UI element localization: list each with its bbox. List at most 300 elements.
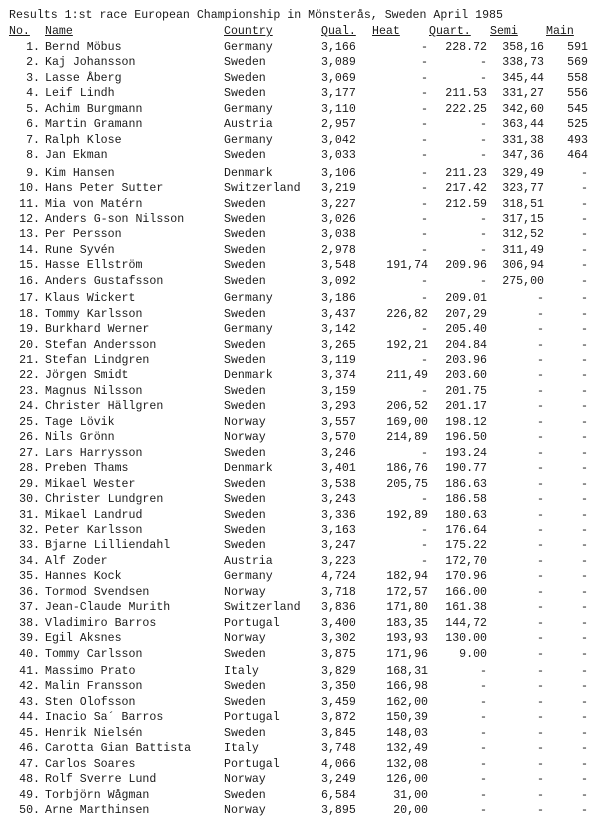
row-country: Sweden <box>224 400 266 414</box>
table-row <box>0 102 600 118</box>
row-name: Magnus Nilsson <box>45 384 143 398</box>
row-heat: - <box>421 118 428 132</box>
row-quart: 193.24 <box>445 446 487 460</box>
row-country: Norway <box>224 585 266 599</box>
row-qual: 3,166 <box>321 41 356 54</box>
row-heat: 150,39 <box>386 711 428 725</box>
row-qual: 3,895 <box>321 804 356 818</box>
row-semi: - <box>537 585 544 599</box>
row-quart: 203.60 <box>445 369 487 383</box>
row-semi: - <box>537 354 544 367</box>
row-qual: 3,177 <box>321 87 356 101</box>
row-quart: - <box>480 56 487 70</box>
row-no: 21. <box>19 354 40 367</box>
row-heat: - <box>421 149 428 163</box>
row-quart: - <box>480 212 487 226</box>
row-main: - <box>581 493 588 507</box>
row-country: Germany <box>224 323 273 337</box>
table-row <box>0 664 600 680</box>
row-qual: 3,247 <box>321 539 356 553</box>
row-name: Carlos Soares <box>45 757 136 771</box>
row-qual: 6,584 <box>321 788 356 802</box>
row-qual: 3,374 <box>321 369 356 383</box>
row-quart: 222.25 <box>445 102 487 116</box>
row-country: Switzerland <box>224 601 301 615</box>
row-heat: - <box>421 166 428 180</box>
row-quart: - <box>480 228 487 242</box>
row-name: Per Persson <box>45 228 122 242</box>
row-qual: 3,829 <box>321 665 356 678</box>
table-row <box>0 353 600 369</box>
row-semi: 358,16 <box>502 41 544 54</box>
row-semi: - <box>537 462 544 476</box>
row-no: 19. <box>19 323 40 337</box>
row-name: Carotta Gian Battista <box>45 742 192 756</box>
row-main: - <box>581 539 588 553</box>
row-country: Austria <box>224 554 273 568</box>
row-main: - <box>581 773 588 787</box>
row-qual: 3,110 <box>321 102 356 116</box>
row-main: 569 <box>567 56 588 70</box>
row-name: Kaj Johansson <box>45 56 136 70</box>
row-semi: - <box>537 400 544 414</box>
row-semi: - <box>537 477 544 491</box>
table-row <box>0 322 600 338</box>
row-no: 1. <box>26 41 40 54</box>
row-name: Jean-Claude Murith <box>45 601 171 615</box>
row-heat: 192,89 <box>386 508 428 522</box>
row-qual: 3,570 <box>321 431 356 445</box>
row-quart: 176.64 <box>445 523 487 537</box>
row-quart: 209.96 <box>445 259 487 273</box>
table-row <box>0 710 600 726</box>
row-semi: - <box>537 695 544 709</box>
table-row <box>0 492 600 508</box>
row-semi: - <box>537 384 544 398</box>
row-quart: 211.23 <box>445 166 487 180</box>
row-quart: 201.17 <box>445 400 487 414</box>
row-semi: 275,00 <box>502 274 544 288</box>
row-quart: 204.84 <box>445 338 487 352</box>
row-main: - <box>581 804 588 818</box>
row-qual: 3,350 <box>321 680 356 694</box>
row-country: Sweden <box>224 539 266 553</box>
row-name: Stefan Lindgren <box>45 354 150 367</box>
row-no: 47. <box>19 757 40 771</box>
table-row <box>0 430 600 446</box>
row-heat: - <box>421 554 428 568</box>
header-qual: Qual. <box>321 25 356 38</box>
row-quart: 211.53 <box>445 87 487 101</box>
table-row <box>0 212 600 228</box>
row-quart: 170.96 <box>445 570 487 584</box>
row-qual: 3,186 <box>321 292 356 306</box>
row-name: Martin Gramann <box>45 118 143 132</box>
row-name: Tage Lövik <box>45 415 115 429</box>
row-qual: 3,092 <box>321 274 356 288</box>
row-country: Sweden <box>224 274 266 288</box>
row-main: - <box>581 323 588 337</box>
row-country: Sweden <box>224 338 266 352</box>
row-country: Norway <box>224 773 266 787</box>
row-no: 37. <box>19 601 40 615</box>
row-semi: - <box>537 632 544 646</box>
row-no: 33. <box>19 539 40 553</box>
row-quart: - <box>480 665 487 678</box>
row-country: Sweden <box>224 307 266 321</box>
row-name: Achim Burgmann <box>45 102 143 116</box>
row-main: - <box>581 243 588 257</box>
row-main: 525 <box>567 118 588 132</box>
row-no: 23. <box>19 384 40 398</box>
row-semi: 329,49 <box>502 166 544 180</box>
row-country: Norway <box>224 804 266 818</box>
row-no: 20. <box>19 338 40 352</box>
row-name: Mikael Wester <box>45 477 136 491</box>
row-heat: - <box>421 354 428 367</box>
row-country: Italy <box>224 665 259 678</box>
row-main: - <box>581 369 588 383</box>
row-main: - <box>581 477 588 491</box>
row-country: Sweden <box>224 243 266 257</box>
row-semi: 331,38 <box>502 133 544 147</box>
row-main: 493 <box>567 133 588 147</box>
row-heat: 191,74 <box>386 259 428 273</box>
row-country: Germany <box>224 102 273 116</box>
row-semi: - <box>537 431 544 445</box>
row-qual: 3,089 <box>321 56 356 70</box>
row-main: - <box>581 274 588 288</box>
row-qual: 3,227 <box>321 197 356 211</box>
row-main: - <box>581 338 588 352</box>
row-semi: 318,51 <box>502 197 544 211</box>
row-no: 43. <box>19 695 40 709</box>
row-quart: 209.01 <box>445 292 487 306</box>
row-country: Sweden <box>224 493 266 507</box>
row-no: 26. <box>19 431 40 445</box>
row-country: Sweden <box>224 212 266 226</box>
row-name: Hannes Kock <box>45 570 122 584</box>
row-main: - <box>581 197 588 211</box>
row-country: Sweden <box>224 695 266 709</box>
table-row <box>0 523 600 539</box>
row-name: Alf Zoder <box>45 554 108 568</box>
row-country: Sweden <box>224 726 266 740</box>
row-name: Peter Karlsson <box>45 523 143 537</box>
row-name: Tormod Svendsen <box>45 585 150 599</box>
table-row <box>0 508 600 524</box>
row-country: Norway <box>224 632 266 646</box>
row-semi: - <box>537 742 544 756</box>
row-qual: 3,548 <box>321 259 356 273</box>
row-quart: 9.00 <box>459 647 487 661</box>
row-heat: - <box>421 292 428 306</box>
table-row <box>0 197 600 213</box>
row-semi: 345,44 <box>502 71 544 85</box>
row-semi: 363,44 <box>502 118 544 132</box>
row-qual: 3,845 <box>321 726 356 740</box>
row-country: Germany <box>224 133 273 147</box>
row-semi: - <box>537 307 544 321</box>
row-qual: 3,106 <box>321 166 356 180</box>
row-no: 49. <box>19 788 40 802</box>
row-no: 31. <box>19 508 40 522</box>
row-main: - <box>581 585 588 599</box>
table-row <box>0 40 600 56</box>
row-qual: 3,336 <box>321 508 356 522</box>
row-name: Bernd Möbus <box>45 41 122 54</box>
row-qual: 3,836 <box>321 601 356 615</box>
row-qual: 3,042 <box>321 133 356 147</box>
row-semi: 323,77 <box>502 182 544 196</box>
row-qual: 3,875 <box>321 647 356 661</box>
row-name: Ralph Klose <box>45 133 122 147</box>
header-main: Main <box>546 25 574 38</box>
row-semi: - <box>537 554 544 568</box>
row-main: - <box>581 711 588 725</box>
row-quart: 175.22 <box>445 539 487 553</box>
row-quart: - <box>480 757 487 771</box>
table-row <box>0 616 600 632</box>
row-main: - <box>581 601 588 615</box>
row-name: Mia von Matérn <box>45 197 143 211</box>
row-name: Arne Marthinsen <box>45 804 150 818</box>
row-country: Sweden <box>224 56 266 70</box>
row-no: 25. <box>19 415 40 429</box>
row-no: 17. <box>19 292 40 306</box>
row-semi: - <box>537 539 544 553</box>
row-name: Lars Harrysson <box>45 446 143 460</box>
row-qual: 2,957 <box>321 118 356 132</box>
table-row <box>0 258 600 274</box>
row-main: - <box>581 292 588 306</box>
row-heat: 20,00 <box>393 804 428 818</box>
row-main: - <box>581 259 588 273</box>
table-row <box>0 243 600 259</box>
row-heat: 172,57 <box>386 585 428 599</box>
table-row <box>0 569 600 585</box>
row-main: - <box>581 788 588 802</box>
table-row <box>0 788 600 804</box>
row-name: Vladimiro Barros <box>45 616 157 630</box>
row-heat: 183,35 <box>386 616 428 630</box>
row-no: 28. <box>19 462 40 476</box>
row-heat: - <box>421 71 428 85</box>
row-quart: - <box>480 680 487 694</box>
row-quart: 198.12 <box>445 415 487 429</box>
table-row <box>0 585 600 601</box>
row-semi: - <box>537 338 544 352</box>
row-semi: 312,52 <box>502 228 544 242</box>
row-country: Denmark <box>224 369 273 383</box>
row-qual: 3,163 <box>321 523 356 537</box>
table-row <box>0 368 600 384</box>
row-heat: 193,93 <box>386 632 428 646</box>
row-main: - <box>581 182 588 196</box>
row-quart: 186.58 <box>445 493 487 507</box>
row-quart: 180.63 <box>445 508 487 522</box>
row-main: - <box>581 400 588 414</box>
row-no: 5. <box>26 102 40 116</box>
row-semi: - <box>537 804 544 818</box>
row-quart: 207,29 <box>445 307 487 321</box>
row-country: Sweden <box>224 477 266 491</box>
row-qual: 3,748 <box>321 742 356 756</box>
row-heat: - <box>421 41 428 54</box>
row-semi: - <box>537 369 544 383</box>
row-quart: - <box>480 773 487 787</box>
row-quart: 201.75 <box>445 384 487 398</box>
row-semi: 338,73 <box>502 56 544 70</box>
row-main: - <box>581 508 588 522</box>
header-no: No. <box>9 25 30 38</box>
row-no: 15. <box>19 259 40 273</box>
row-quart: 212.59 <box>445 197 487 211</box>
row-no: 22. <box>19 369 40 383</box>
row-heat: 132,49 <box>386 742 428 756</box>
row-no: 32. <box>19 523 40 537</box>
row-quart: 166.00 <box>445 585 487 599</box>
row-main: - <box>581 212 588 226</box>
row-semi: - <box>537 292 544 306</box>
row-no: 7. <box>26 133 40 147</box>
row-quart: 130.00 <box>445 632 487 646</box>
row-name: Malin Fransson <box>45 680 143 694</box>
table-row <box>0 307 600 323</box>
row-quart: - <box>480 804 487 818</box>
row-semi: - <box>537 323 544 337</box>
table-row <box>0 631 600 647</box>
row-quart: 217.42 <box>445 182 487 196</box>
row-qual: 4,066 <box>321 757 356 771</box>
row-main: - <box>581 632 588 646</box>
row-no: 4. <box>26 87 40 101</box>
row-main: 464 <box>567 149 588 163</box>
row-heat: 162,00 <box>386 695 428 709</box>
row-name: Rune Syvén <box>45 243 115 257</box>
row-main: - <box>581 554 588 568</box>
row-heat: - <box>421 197 428 211</box>
row-semi: - <box>537 680 544 694</box>
row-qual: 3,265 <box>321 338 356 352</box>
table-row <box>0 338 600 354</box>
row-no: 38. <box>19 616 40 630</box>
row-no: 44. <box>19 711 40 725</box>
row-main: - <box>581 665 588 678</box>
row-quart: 203.96 <box>445 354 487 367</box>
row-no: 30. <box>19 493 40 507</box>
row-name: Jan Ekman <box>45 149 108 163</box>
row-country: Germany <box>224 41 273 54</box>
row-semi: 347,36 <box>502 149 544 163</box>
header-heat: Heat <box>372 25 400 38</box>
row-country: Sweden <box>224 259 266 273</box>
row-country: Sweden <box>224 71 266 85</box>
row-name: Hasse Ellström <box>45 259 143 273</box>
row-country: Sweden <box>224 197 266 211</box>
row-no: 3. <box>26 71 40 85</box>
table-row <box>0 55 600 71</box>
row-heat: - <box>421 493 428 507</box>
row-name: Christer Hällgren <box>45 400 164 414</box>
row-name: Christer Lundgren <box>45 493 164 507</box>
row-no: 46. <box>19 742 40 756</box>
row-qual: 3,246 <box>321 446 356 460</box>
row-no: 27. <box>19 446 40 460</box>
row-heat: 226,82 <box>386 307 428 321</box>
row-qual: 3,219 <box>321 182 356 196</box>
row-quart: - <box>480 695 487 709</box>
row-qual: 3,223 <box>321 554 356 568</box>
row-qual: 3,159 <box>321 384 356 398</box>
row-name: Klaus Wickert <box>45 292 136 306</box>
row-quart: - <box>480 742 487 756</box>
row-semi: - <box>537 757 544 771</box>
row-semi: - <box>537 570 544 584</box>
row-qual: 3,069 <box>321 71 356 85</box>
row-no: 9. <box>26 166 40 180</box>
row-main: - <box>581 415 588 429</box>
row-name: Torbjörn Wågman <box>45 788 150 802</box>
table-row <box>0 86 600 102</box>
header-semi: Semi <box>490 25 518 38</box>
row-qual: 4,724 <box>321 570 356 584</box>
row-main: - <box>581 757 588 771</box>
row-heat: - <box>421 243 428 257</box>
row-country: Sweden <box>224 149 266 163</box>
row-semi: 317,15 <box>502 212 544 226</box>
row-heat: 206,52 <box>386 400 428 414</box>
row-heat: - <box>421 523 428 537</box>
row-heat: 186,76 <box>386 462 428 476</box>
row-quart: - <box>480 711 487 725</box>
row-qual: 3,557 <box>321 415 356 429</box>
row-qual: 3,459 <box>321 695 356 709</box>
table-header <box>0 24 600 40</box>
row-quart: - <box>480 726 487 740</box>
row-no: 2. <box>26 56 40 70</box>
row-heat: - <box>421 539 428 553</box>
row-heat: - <box>421 87 428 101</box>
row-country: Sweden <box>224 680 266 694</box>
row-quart: - <box>480 788 487 802</box>
table-row <box>0 554 600 570</box>
row-name: Massimo Prato <box>45 665 136 678</box>
row-main: 558 <box>567 71 588 85</box>
row-qual: 3,872 <box>321 711 356 725</box>
row-heat: 205,75 <box>386 477 428 491</box>
row-heat: 126,00 <box>386 773 428 787</box>
row-country: Sweden <box>224 647 266 661</box>
table-row <box>0 415 600 431</box>
row-name: Preben Thams <box>45 462 129 476</box>
row-heat: 168,31 <box>386 665 428 678</box>
row-no: 36. <box>19 585 40 599</box>
row-no: 8. <box>26 149 40 163</box>
row-country: Sweden <box>224 228 266 242</box>
row-no: 11. <box>19 197 40 211</box>
row-quart: 228.72 <box>445 41 487 54</box>
row-semi: - <box>537 415 544 429</box>
table-row <box>0 647 600 663</box>
row-heat: 31,00 <box>393 788 428 802</box>
row-country: Germany <box>224 570 273 584</box>
row-country: Sweden <box>224 523 266 537</box>
row-semi: - <box>537 601 544 615</box>
row-heat: 171,80 <box>386 601 428 615</box>
row-qual: 3,243 <box>321 493 356 507</box>
table-row <box>0 741 600 757</box>
